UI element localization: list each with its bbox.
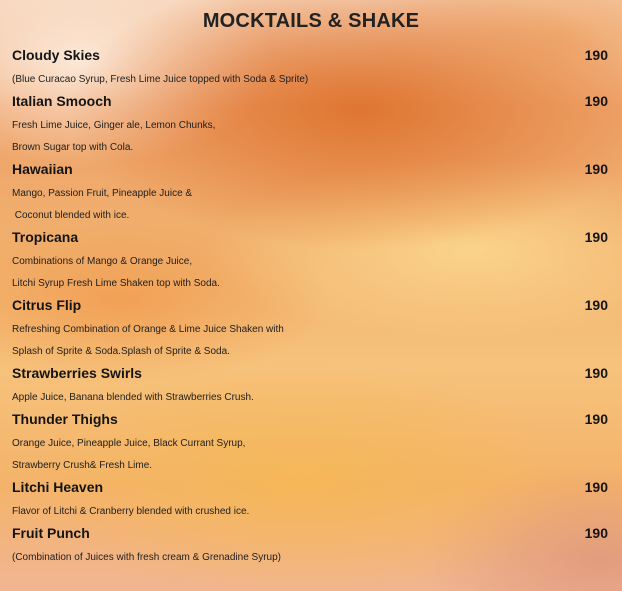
menu-item: [12, 159, 608, 227]
item-name: Fruit Punch: [12, 525, 90, 541]
item-price: 190: [584, 411, 608, 427]
item-price: 190: [584, 93, 608, 109]
item-description: Splash of Sprite & Soda.Splash of Sprite & Soda.: [12, 346, 230, 357]
item-description: Orange Juice, Pineapple Juice, Black Currant Syrup,: [12, 438, 246, 449]
menu-item: [12, 523, 608, 569]
item-description: (Combination of Juices with fresh cream & Grenadine Syrup): [12, 552, 282, 563]
menu-item: [12, 295, 608, 363]
item-price: 190: [584, 229, 608, 245]
item-name: Hawaiian: [12, 161, 73, 177]
item-description: Fresh Lime Juice, Ginger ale, Lemon Chunks,: [12, 120, 216, 131]
item-description: Brown Sugar top with Cola.: [12, 142, 134, 153]
item-price: 190: [584, 525, 608, 541]
item-price: 190: [584, 47, 608, 63]
menu-item: [12, 477, 608, 523]
item-name: Litchi Heaven: [12, 479, 104, 495]
menu-item: [12, 227, 608, 295]
menu-list: [12, 45, 608, 569]
menu-item: [12, 91, 608, 159]
item-price: 190: [584, 479, 608, 495]
item-name: Italian Smooch: [12, 93, 112, 109]
menu-item: [12, 45, 608, 91]
item-description: Apple Juice, Banana blended with Strawberries Crush.: [12, 392, 254, 403]
item-price: 190: [584, 365, 608, 381]
item-description: Combinations of Mango & Orange Juice,: [12, 256, 193, 267]
menu-item: [12, 409, 608, 477]
item-description: (Blue Curacao Syrup, Fresh Lime Juice topped with Soda & Sprite): [12, 74, 309, 85]
item-name: Citrus Flip: [12, 297, 82, 313]
item-description: Flavor of Litchi & Cranberry blended with crushed ice.: [12, 506, 250, 517]
item-description: Strawberry Crush& Fresh Lime.: [12, 460, 153, 471]
item-description: Refreshing Combination of Orange & Lime Juice Shaken with: [12, 324, 284, 335]
item-description: Coconut blended with ice.: [12, 210, 130, 221]
page-title: MOCKTAILS & SHAKE: [202, 10, 420, 32]
item-name: Strawberries Swirls: [12, 365, 142, 381]
item-price: 190: [584, 297, 608, 313]
item-name: Tropicana: [12, 229, 79, 245]
item-name: Cloudy Skies: [12, 47, 100, 63]
item-description: Mango, Passion Fruit, Pineapple Juice &: [12, 188, 193, 199]
item-description: Litchi Syrup Fresh Lime Shaken top with Soda.: [12, 278, 220, 289]
menu-item: [12, 363, 608, 409]
item-name: Thunder Thighs: [12, 411, 118, 427]
item-price: 190: [584, 161, 608, 177]
